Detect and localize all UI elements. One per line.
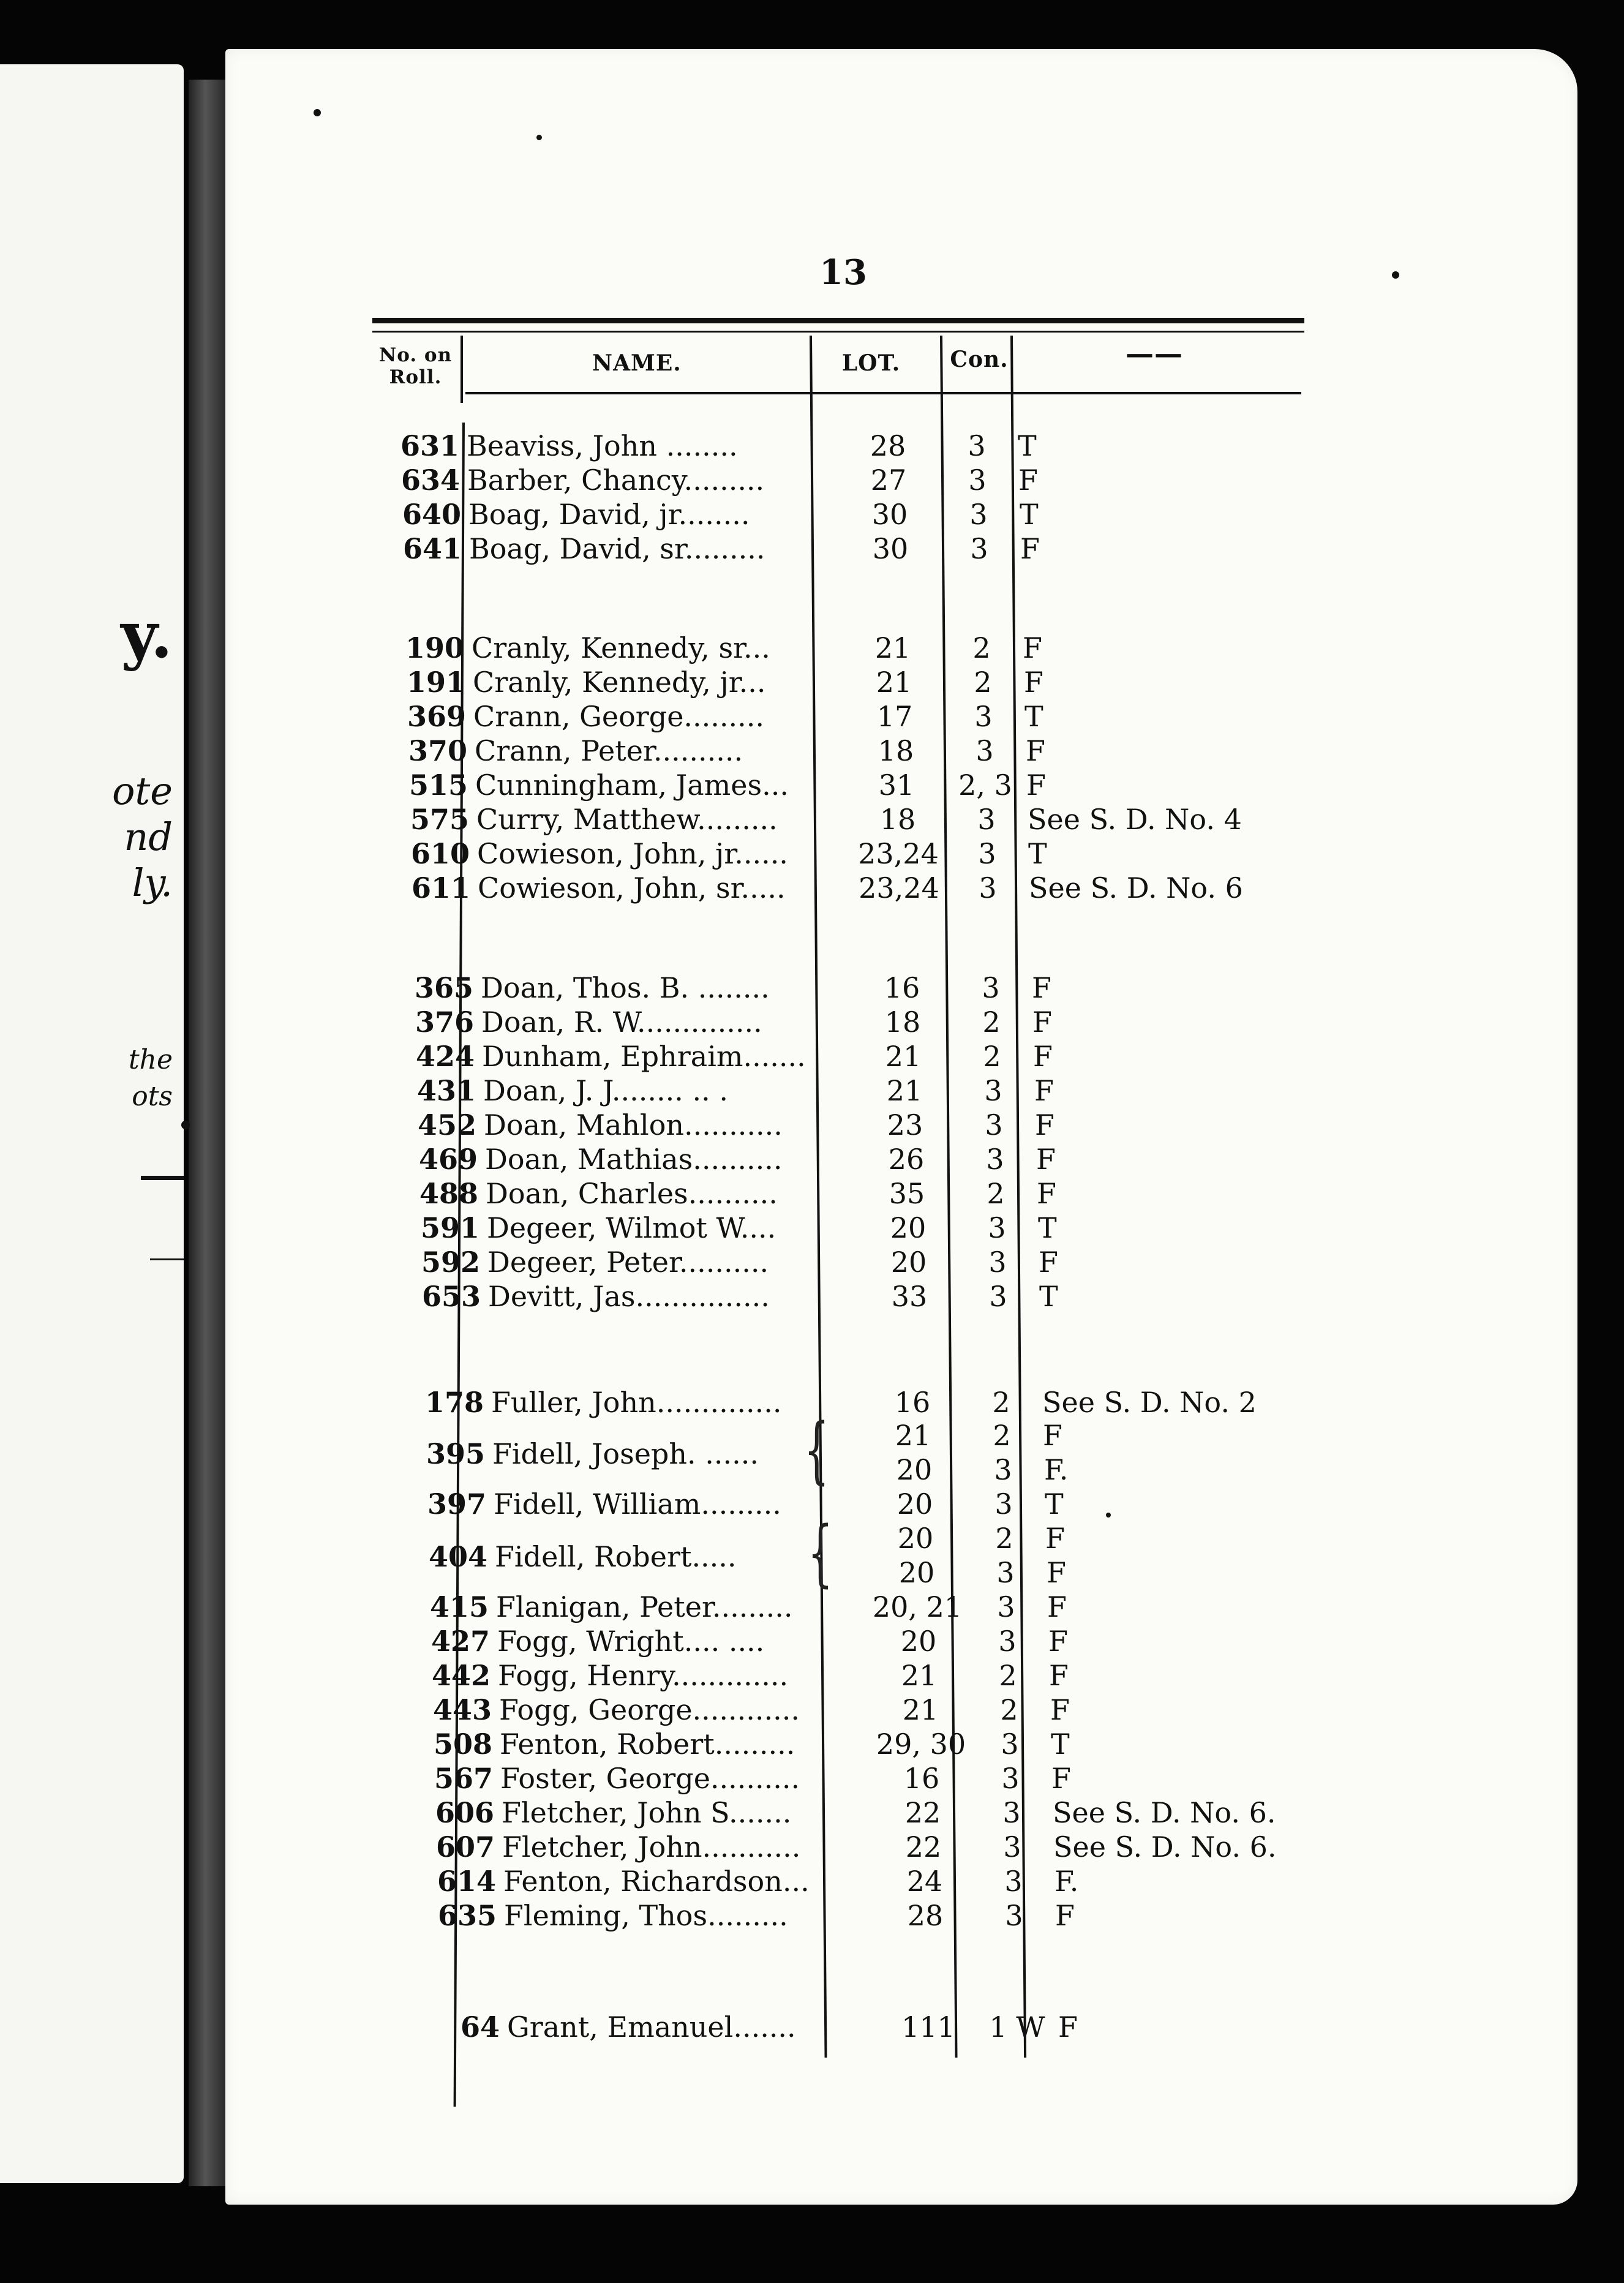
con-cell: 2 (982, 1006, 1001, 1039)
name-cell: Degeer, Wilmot W.... (487, 1211, 776, 1244)
table-row (0, 1898, 1624, 1933)
name-cell: Fogg, George............ (499, 1693, 800, 1726)
table-row (0, 871, 1624, 905)
lot-cell: 23 (887, 1108, 923, 1142)
con-cell: 3 (997, 1590, 1015, 1623)
lot-cell: 20 (900, 1625, 937, 1658)
con-cell: 3 (996, 1556, 1015, 1589)
table-row (0, 2010, 1624, 2044)
lot-cell: 30 (872, 532, 909, 565)
roll-cell: 443 (432, 1693, 492, 1726)
roll-cell: 634 (400, 464, 460, 497)
con-cell: 3 (977, 803, 996, 836)
con-cell: 3 (994, 1453, 1012, 1486)
left-fragment: ots (132, 1081, 173, 1112)
con-cell: 2, 3 (958, 769, 1012, 802)
con-cell: 3 (968, 429, 986, 462)
roll-cell: 191 (406, 666, 465, 699)
lot-cell: 20 (898, 1556, 935, 1589)
con-cell: 3 (1001, 1728, 1019, 1761)
con-cell: 3 (994, 1488, 1013, 1521)
lot-cell: 20 (890, 1246, 927, 1279)
remark-cell: F (1037, 1177, 1056, 1210)
name-cell: Fidell, Joseph. ...... (492, 1437, 759, 1470)
con-cell: 3 (976, 734, 994, 767)
lot-cell: 20 (897, 1488, 933, 1521)
remark-cell: See S. D. No. 4 (1028, 803, 1242, 836)
roll-cell: 606 (435, 1796, 494, 1829)
roll-cell: 370 (408, 734, 467, 767)
table-row (0, 1555, 1624, 1590)
roll-cell: 635 (437, 1899, 497, 1932)
roll-cell: 376 (415, 1006, 474, 1039)
table-row (0, 1279, 1624, 1314)
remark-cell: F. (1044, 1453, 1069, 1486)
header-lot: LOT. (841, 350, 901, 376)
remark-cell: F (1032, 1006, 1052, 1039)
con-cell: 3 (986, 1143, 1004, 1176)
name-cell: Dunham, Ephraim....... (482, 1040, 806, 1073)
left-fragment: ly. (132, 860, 173, 905)
lot-cell: 28 (870, 429, 906, 462)
roll-cell: 178 (424, 1386, 484, 1419)
header-roll: No. on Roll. (378, 344, 453, 388)
header-top-rule (372, 318, 1304, 323)
roll-cell: 607 (435, 1830, 495, 1864)
con-cell: 3 (988, 1211, 1006, 1244)
roll-cell: 488 (419, 1177, 478, 1210)
table-row (0, 1176, 1624, 1211)
name-cell: Doan, Mahlon........... (484, 1108, 783, 1142)
remark-cell: F (1049, 1659, 1069, 1692)
table-row (0, 1727, 1624, 1761)
lot-cell: 35 (889, 1177, 925, 1210)
roll-cell: 395 (426, 1437, 485, 1470)
left-fragment: y. (121, 597, 173, 672)
name-cell: Flanigan, Peter......... (496, 1590, 793, 1623)
name-cell: Fenton, Richardson... (503, 1865, 810, 1898)
lot-cell: 33 (891, 1280, 928, 1313)
remark-cell: See S. D. No. 2 (1042, 1386, 1257, 1419)
con-cell: 3 (978, 837, 996, 870)
table-row (0, 1624, 1624, 1658)
lot-cell: 31 (878, 769, 915, 802)
table-row (0, 1385, 1624, 1420)
roll-cell: 469 (418, 1143, 478, 1176)
roll-cell: 190 (405, 631, 464, 664)
name-cell: Degeer, Peter.......... (487, 1246, 769, 1279)
con-cell: 2 (972, 631, 991, 664)
con-cell: 1 W (989, 2010, 1045, 2044)
name-cell: Cranly, Kennedy, sr... (472, 631, 770, 664)
table-row (0, 971, 1624, 1005)
lot-cell: 17 (876, 700, 913, 733)
remark-cell: F (1047, 1556, 1066, 1589)
lot-cell: 20, 21 (872, 1590, 963, 1623)
roll-cell: 369 (407, 700, 466, 733)
lot-cell: 21 (886, 1074, 923, 1107)
roll-cell: 614 (437, 1865, 496, 1898)
table-row (0, 1796, 1624, 1830)
table-row (0, 665, 1624, 699)
name-cell: Fletcher, John........... (502, 1830, 801, 1864)
table-row (0, 631, 1624, 665)
name-cell: Devitt, Jas............... (488, 1280, 770, 1313)
lot-cell: 111 (901, 2010, 955, 2044)
name-cell: Doan, Charles.......... (486, 1177, 778, 1210)
roll-cell: 424 (415, 1040, 475, 1073)
lot-cell: 20 (890, 1211, 927, 1244)
table-row (0, 463, 1624, 497)
brace-joseph: { (803, 1407, 830, 1492)
remark-cell: F (1020, 532, 1040, 565)
roll-cell: 415 (429, 1590, 489, 1623)
roll-cell: 397 (427, 1488, 486, 1521)
remark-cell: See S. D. No. 6 (1029, 871, 1243, 905)
ink-speck (1392, 271, 1399, 279)
roll-cell: 641 (402, 532, 462, 565)
roll-cell: 575 (410, 803, 469, 836)
remark-cell: T (1024, 700, 1043, 733)
remark-cell: F. (1054, 1865, 1079, 1898)
table-row (0, 768, 1624, 802)
roll-cell: 431 (416, 1074, 476, 1107)
con-cell: 3 (1005, 1899, 1023, 1932)
left-fragment: the (128, 1044, 173, 1075)
remark-cell: See S. D. No. 6. (1053, 1796, 1276, 1829)
con-cell: 2 (995, 1522, 1013, 1555)
con-cell: 3 (1004, 1865, 1023, 1898)
con-cell: 2 (992, 1386, 1010, 1419)
lot-cell: 21 (874, 631, 911, 664)
remark-cell: F (1024, 666, 1043, 699)
header-remarks: —— (1126, 337, 1183, 370)
name-cell: Fogg, Wright.... .... (497, 1625, 765, 1658)
table-row (0, 1487, 1624, 1521)
remark-cell: F (1048, 1625, 1068, 1658)
roll-cell: 653 (421, 1280, 481, 1313)
lot-cell: 29, 30 (876, 1728, 966, 1761)
table-row (0, 699, 1624, 734)
con-cell: 3 (988, 1246, 1007, 1279)
name-cell: Fidell, William......... (494, 1488, 781, 1521)
name-cell: Grant, Emanuel....... (507, 2010, 796, 2044)
header-con: Con. (950, 347, 1009, 372)
page-number: 13 (819, 252, 867, 293)
remark-cell: T (1039, 1280, 1058, 1313)
table-row (0, 1590, 1624, 1624)
con-cell: 3 (984, 1074, 1002, 1107)
remark-cell: F (1058, 2010, 1078, 2044)
lot-cell: 21 (885, 1040, 922, 1073)
remark-cell: F (1045, 1522, 1065, 1555)
con-cell: 3 (1003, 1830, 1021, 1864)
remark-cell: F (1018, 464, 1038, 497)
remark-cell: T (1045, 1488, 1064, 1521)
roll-cell: 567 (434, 1762, 493, 1795)
name-cell: Doan, R. W.............. (481, 1006, 762, 1039)
table-row (0, 734, 1624, 768)
remark-cell: F (1039, 1246, 1058, 1279)
remark-cell: See S. D. No. 6. (1053, 1830, 1277, 1864)
con-cell: 3 (1001, 1762, 1020, 1795)
remark-cell: T (1051, 1728, 1070, 1761)
con-cell: 2 (1000, 1693, 1018, 1726)
con-cell: 2 (974, 666, 992, 699)
con-cell: 3 (970, 532, 988, 565)
remark-cell: F (1047, 1590, 1067, 1623)
name-cell: Fleming, Thos......... (504, 1899, 788, 1932)
remark-cell: F (1032, 971, 1051, 1004)
remark-cell: T (1018, 429, 1037, 462)
roll-cell: 640 (402, 498, 461, 531)
con-cell: 3 (985, 1108, 1003, 1142)
name-cell: Cowieson, John, jr...... (477, 837, 788, 870)
table-row (0, 837, 1624, 871)
remark-cell: F (1026, 769, 1046, 802)
remark-cell: F (1034, 1074, 1054, 1107)
name-cell: Fenton, Robert......... (500, 1728, 795, 1761)
table-row (0, 1830, 1624, 1864)
roll-cell: 365 (414, 971, 473, 1004)
table-row (0, 1039, 1624, 1074)
name-cell: Fidell, Robert..... (495, 1540, 737, 1573)
name-cell: Cunningham, James... (475, 769, 789, 802)
lot-cell: 27 (870, 464, 907, 497)
con-cell: 3 (979, 871, 997, 905)
roll-cell: 631 (400, 429, 459, 462)
remark-cell: F (1043, 1419, 1062, 1452)
name-cell: Curry, Matthew......... (476, 803, 778, 836)
remark-cell: F (1033, 1040, 1053, 1073)
lot-cell: 23,24 (858, 837, 939, 870)
con-cell: 3 (974, 700, 993, 733)
remark-cell: F (1055, 1899, 1075, 1932)
roll-cell: 427 (430, 1625, 490, 1658)
name-cell: Fogg, Henry............. (498, 1659, 789, 1692)
lot-cell: 18 (884, 1006, 921, 1039)
name-cell: Foster, George.......... (500, 1762, 800, 1795)
table-row (0, 1864, 1624, 1898)
name-cell: Boag, David, sr......... (469, 532, 765, 565)
con-cell: 3 (998, 1625, 1017, 1658)
con-cell: 3 (989, 1280, 1007, 1313)
table-row (0, 802, 1624, 837)
left-fragment: ote (112, 769, 173, 813)
table-row (0, 1142, 1624, 1176)
con-cell: 2 (983, 1040, 1001, 1073)
name-cell: Doan, Thos. B. ........ (481, 971, 770, 1004)
brace-robert: { (807, 1510, 833, 1595)
table-row (0, 1761, 1624, 1796)
table-row (0, 1453, 1624, 1487)
remark-cell: T (1020, 498, 1039, 531)
lot-cell: 16 (894, 1386, 931, 1419)
name-cell: Fletcher, John S....... (502, 1796, 792, 1829)
remark-cell: F (1051, 1762, 1071, 1795)
con-cell: 3 (968, 464, 987, 497)
lot-cell: 28 (907, 1899, 944, 1932)
header-thin-rule (372, 331, 1304, 333)
name-cell: Barber, Chancy......... (467, 464, 765, 497)
left-fragment: nd (124, 814, 173, 859)
column-divider (461, 336, 463, 403)
table-row (0, 1245, 1624, 1279)
con-cell: 2 (987, 1177, 1005, 1210)
name-cell: Beaviss, John ........ (467, 429, 738, 462)
table-row (0, 532, 1624, 566)
name-cell: Fuller, John.............. (491, 1386, 782, 1419)
lot-cell: 22 (905, 1830, 942, 1864)
roll-cell: 404 (428, 1540, 487, 1573)
lot-cell: 18 (878, 734, 914, 767)
roll-cell: 508 (433, 1728, 492, 1761)
remark-cell: F (1036, 1143, 1056, 1176)
ink-speck (536, 135, 542, 140)
ink-speck (314, 109, 321, 116)
table-row (0, 1108, 1624, 1142)
name-cell: Boag, David, jr........ (468, 498, 750, 531)
name-cell: Cowieson, John, sr..... (478, 871, 786, 905)
header-name: NAME. (592, 350, 682, 376)
roll-cell: 452 (417, 1108, 476, 1142)
name-cell: Doan, Mathias.......... (485, 1143, 783, 1176)
con-cell: 2 (999, 1659, 1017, 1692)
roll-cell: 64 (460, 2010, 500, 2044)
lot-cell: 22 (904, 1796, 941, 1829)
remark-cell: F (1035, 1108, 1054, 1142)
lot-cell: 21 (895, 1419, 931, 1452)
roll-cell: 515 (408, 769, 468, 802)
lot-cell: 16 (903, 1762, 940, 1795)
lot-cell: 20 (896, 1453, 933, 1486)
remark-cell: F (1026, 734, 1045, 767)
con-cell: 2 (993, 1419, 1011, 1452)
lot-cell: 21 (902, 1693, 939, 1726)
remark-cell: F (1050, 1693, 1070, 1726)
lot-cell: 18 (879, 803, 916, 836)
lot-cell: 24 (906, 1865, 943, 1898)
header-bottom-rule (465, 392, 1301, 394)
remark-cell: T (1028, 837, 1047, 870)
table-row (0, 1005, 1624, 1039)
lot-cell: 26 (888, 1143, 925, 1176)
name-cell: Crann, George......... (473, 700, 765, 733)
table-row (0, 497, 1624, 532)
table-row (0, 1074, 1624, 1108)
name-cell: Cranly, Kennedy, jr... (473, 666, 766, 699)
lot-cell: 20 (897, 1522, 934, 1555)
lot-cell: 21 (876, 666, 912, 699)
table-row (0, 429, 1624, 463)
name-cell: Doan, J. J........ .. . (483, 1074, 728, 1107)
table-row (0, 1693, 1624, 1727)
roll-cell: 442 (431, 1659, 491, 1692)
remark-cell: T (1038, 1211, 1057, 1244)
roll-cell: 611 (411, 871, 470, 905)
name-cell: Crann, Peter.......... (475, 734, 743, 767)
roll-cell: 610 (410, 837, 470, 870)
con-cell: 3 (982, 971, 1000, 1004)
remark-cell: F (1023, 631, 1042, 664)
table-row (0, 1658, 1624, 1693)
roll-cell: 592 (421, 1246, 480, 1279)
lot-cell: 16 (884, 971, 920, 1004)
lot-cell: 30 (871, 498, 908, 531)
roll-cell: 591 (420, 1211, 479, 1244)
lot-cell: 23,24 (859, 871, 939, 905)
table-row (0, 1211, 1624, 1245)
lot-cell: 21 (901, 1659, 938, 1692)
con-cell: 3 (969, 498, 988, 531)
con-cell: 3 (1002, 1796, 1021, 1829)
